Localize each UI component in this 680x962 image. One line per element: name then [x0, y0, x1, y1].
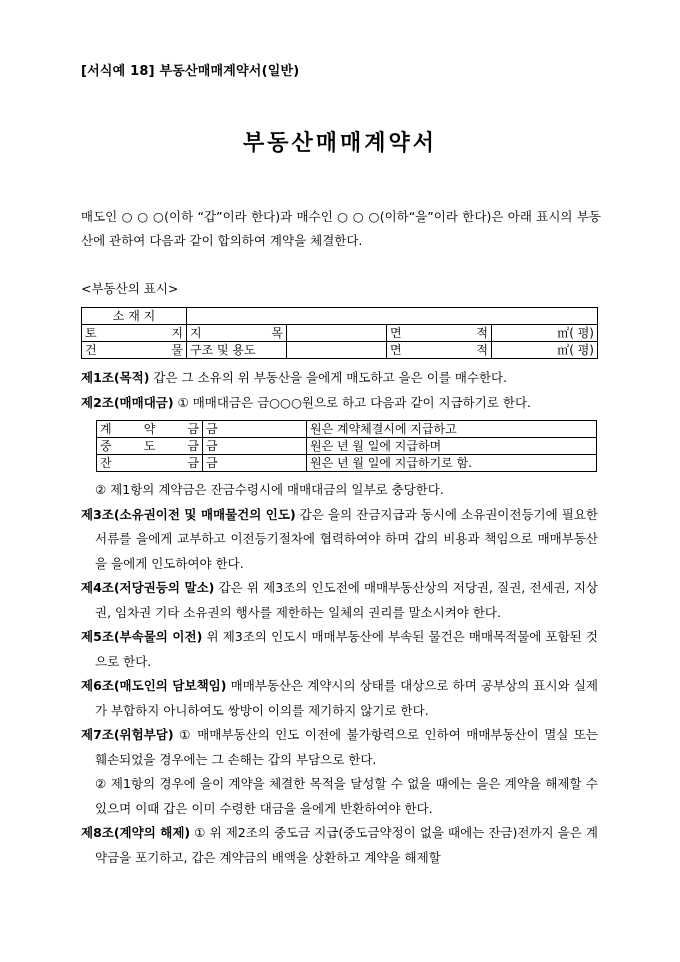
article-text: 갑은 그 소유의 위 부동산을 을에게 매도하고 을은 이를 매수한다.	[149, 370, 508, 385]
table-row	[97, 455, 597, 472]
location-value	[187, 308, 598, 325]
land-label: 토 지	[82, 325, 187, 342]
location-label: 소 재 지	[82, 308, 187, 325]
article-heading: 제6조(매도인의 담보책임)	[81, 678, 227, 693]
intro-paragraph: 매도인 ○ ○ ○(이하 “갑”이라 한다)과 매수인 ○ ○ ○(이하“을”이라 한다)은 아래 표시의 부동산에 관하여 다음과 같이 합의하여 계약을 체결한다.	[81, 209, 601, 248]
building-area-unit: ㎡( 평)	[492, 342, 598, 359]
article-5	[81, 625, 598, 674]
article-text: ① 위 제2조의 중도금 지급(중도금약정이 없을 때에는 잔금)전까지 을은 계약금을 포기하고, 갑은 계약금의 배액을 상환하고 계약을 해제할	[95, 825, 598, 865]
payment-label: 계 약 금	[97, 421, 203, 438]
article-heading: 제4조(저당권등의 말소)	[81, 580, 215, 595]
article-heading: 제8조(계약의 해제)	[81, 825, 191, 840]
payment-detail: 원은 년 월 일에 지급하기로 함.	[307, 455, 597, 472]
table-row	[82, 342, 598, 359]
payment-detail: 원은 계약체결시에 지급하고	[307, 421, 597, 438]
article-2-para-2: ② 제1항의 계약금은 잔금수령시에 매매대금의 일부로 충당한다.	[95, 482, 444, 497]
land-category-value	[287, 325, 387, 342]
article-6	[81, 674, 598, 723]
table-row	[82, 308, 598, 325]
articles-body	[81, 478, 598, 870]
article-8	[81, 821, 598, 870]
table-row	[82, 325, 598, 342]
article-text: 매매부동산은 계약시의 상태를 대상으로 하며 공부상의 표시와 실제가 부합하지 아니하여도 쌍방이 이의를 제기하지 않기로 한다.	[95, 678, 598, 718]
article-text: 갑은 위 제3조의 인도전에 매매부동산상의 저당권, 질권, 전세권, 지상권, 임차권 기타 소유권의 행사를 제한하는 일체의 권리를 말소시켜야 한다.	[95, 580, 598, 620]
article-1	[81, 366, 598, 415]
land-area-label: 면 적	[387, 325, 492, 342]
article-heading: 제3조(소유권이전 및 매매물건의 인도)	[81, 506, 296, 522]
structure-label: 구조 및 용도	[187, 342, 287, 359]
payment-table	[96, 420, 597, 472]
table-row	[97, 421, 597, 438]
article-7	[81, 723, 598, 772]
article-heading: 제2조(매매대금)	[81, 394, 174, 410]
table-row	[97, 438, 597, 455]
payment-unit: 금	[203, 438, 307, 455]
document-title: 부동산매매계약서	[242, 130, 438, 156]
form-label: [서식예 18] 부동산매매계약서(일반)	[81, 64, 300, 79]
structure-value	[287, 342, 387, 359]
building-area-label: 면 적	[387, 342, 492, 359]
article-text: 위 제3조의 인도시 매매부동산에 부속된 물건은 매매목적물에 포함된 것으로 한다.	[95, 629, 598, 669]
payment-unit: 금	[203, 455, 307, 472]
payment-label: 잔 금	[97, 455, 203, 472]
land-category-label: 지 목	[187, 325, 287, 342]
property-section-label: <부동산의 표시>	[81, 281, 179, 296]
article-text: 갑은 을의 잔금지급과 동시에 소유권이전등기에 필요한 서류를 을에게 교부하고 이전등기절차에 협력하여야 하며 갑의 비용과 책임으로 매매부동산을 을에게 인도하여야 한다.	[95, 506, 598, 571]
article-text: ① 매매부동산의 인도 이전에 불가항력으로 인하여 매매부동산이 멸실 또는 훼손되었을 경우에는 그 손해는 갑의 부담으로 한다.	[95, 727, 598, 767]
building-label: 건 물	[82, 342, 187, 359]
article-heading: 제1조(목적)	[81, 370, 150, 385]
land-area-unit: ㎡( 평)	[492, 325, 598, 342]
payment-unit: 금	[203, 421, 307, 438]
article-text: ① 매매대금은 금○○○원으로 하고 다음과 같이 지급하기로 한다.	[173, 394, 531, 410]
article-4	[81, 576, 598, 625]
article-3	[81, 503, 598, 577]
property-table	[81, 307, 598, 359]
payment-detail: 원은 년 월 일에 지급하며	[307, 438, 597, 455]
article-heading: 제5조(부속물의 이전)	[81, 629, 203, 644]
payment-label: 중 도 금	[97, 438, 203, 455]
article-heading: 제7조(위험부담)	[81, 727, 174, 742]
article-7-para-2: ② 제1항의 경우에 을이 계약을 체결한 목적을 달성할 수 없을 때에는 을은 계약을 해제할 수 있으며 이때 갑은 이미 수령한 대금을 을에게 반환하여야 한다.	[95, 776, 598, 816]
